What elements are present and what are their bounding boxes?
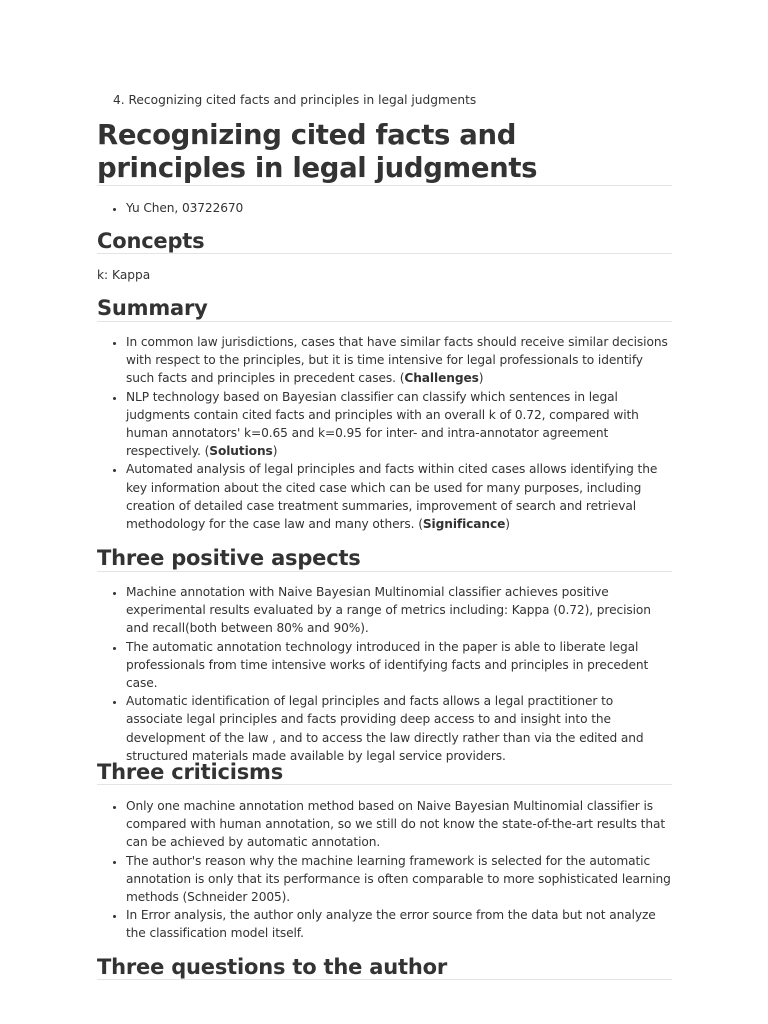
summary-list [97,333,672,533]
concepts-text: k: Kappa [97,268,151,282]
list-item: • Only one machine annotation method based on Naive Bayesian Multinomial classifier is compared with human annotation, so we still do not know the state-of-the-art results that can be achieved by automatic annotation. [126,797,672,852]
questions-heading: Three questions to the author [97,955,447,979]
list-item: • The author's reason why the machine learning framework is selected for the automatic annotation is only that its performance is often comparable to more sophisticated learning methods (Schneider 2005). [126,852,672,907]
author-item: • Yu Chen, 03722670 [126,199,672,217]
list-item: • NLP technology based on Bayesian classifier can classify which sentences in legal judgments contain cited facts and principles with an overall k of 0.72, compared with human annotators' k=0.65 and k=0.95 for inter- and intra-annotator agreement respectively. (Solutions) [126,388,672,461]
list-item: • In common law jurisdictions, cases that have similar facts should receive similar decisions with respect to the principles, but it is time intensive for legal professionals to identify such facts and principles in precedent cases. (Challenges) [126,333,672,388]
list-item: • Automatic identification of legal principles and facts allows a legal practitioner to associate legal principles and facts providing deep access to and insight into the development of the law , and to access the law directly rather than via the edited and structured materials made available by legal service providers. [126,692,672,765]
positives-heading: Three positive aspects [97,546,361,570]
criticisms-list [97,797,672,943]
concepts-divider [97,253,672,254]
breadcrumb-item[interactable] [113,92,476,108]
summary-divider [97,321,672,322]
criticisms-heading: Three criticisms [97,760,283,784]
list-item: • The automatic annotation technology introduced in the paper is able to liberate legal professionals from time intensive works of identifying facts and principles in precedent case. [126,638,672,693]
list-item: • Automated analysis of legal principles and facts within cited cases allows identifying the key information about the cited case which can be used for many purposes, including creation of detailed case treatment summaries, improvement of search and retrieval methodology for the case law and many others. (Significance) [126,460,672,533]
criticisms-divider [97,784,672,785]
breadcrumb-text: Recognizing cited facts and principles in legal judgments [128,93,477,107]
summary-heading: Summary [97,296,208,320]
author-list [97,199,672,217]
breadcrumb [113,92,476,108]
questions-divider [97,979,672,980]
list-item: • In Error analysis, the author only analyze the error source from the data but not analyze the classification model itself. [126,906,672,942]
concepts-heading: Concepts [97,229,205,253]
breadcrumb-number: 4. [113,93,125,107]
title-divider [97,185,672,186]
list-item: • Machine annotation with Naive Bayesian Multinomial classifier achieves positive experimental results evaluated by a range of metrics including: Kappa (0.72), precision and recall(both between 80% and 90%). [126,583,672,638]
page-title: Recognizing cited facts and principles in legal judgments [97,119,538,184]
positives-divider [97,571,672,572]
positives-list [97,583,672,765]
